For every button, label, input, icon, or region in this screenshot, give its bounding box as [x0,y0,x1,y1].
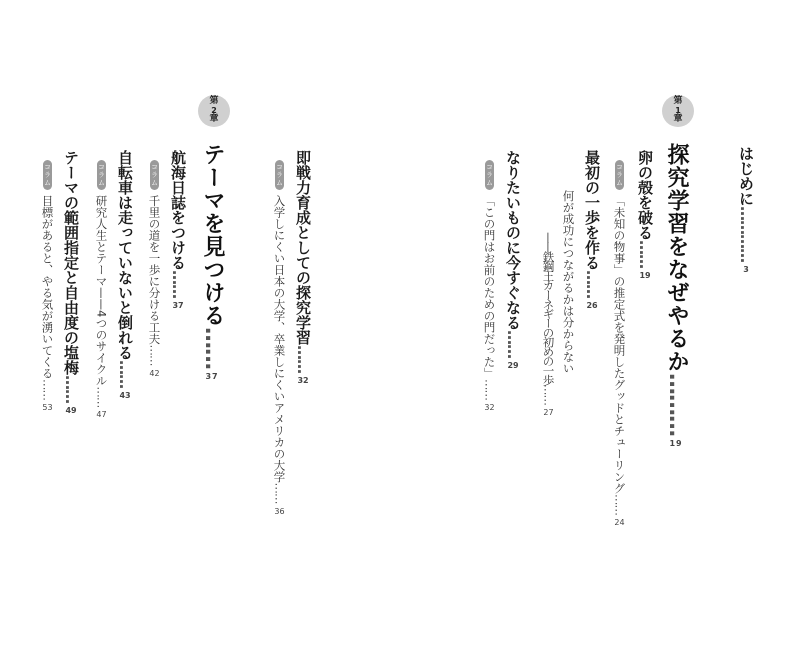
page-number: 47 [96,410,107,420]
badge-bottom: 章 [673,114,683,125]
leader-dots: …… [541,384,556,405]
section-title: 航海日誌をつける [169,150,187,270]
column-text: 千里の道を一歩に分ける工夫 [147,195,162,345]
page-number: 19 [669,439,683,448]
chapter-title: 探究学習をなぜやるか [664,143,689,373]
leader-dots: …… [294,345,312,373]
page-number: 53 [42,403,53,412]
page-number: 19 [639,271,651,280]
page-number: 42 [149,368,160,378]
badge-num: 1 [675,105,681,115]
badge-bottom: 章 [209,114,219,125]
page-number: 32 [297,376,309,385]
leader-dots: …… [116,360,134,388]
column-text: 研究人生とテーマ——4つのサイクル [94,195,109,387]
column-entry[interactable] [95,160,107,419]
subsection-text: 何が成功につながるかは分からない [561,190,576,374]
section-entry[interactable] [637,150,652,280]
column-badge: コラム [97,160,106,190]
column-entry[interactable] [483,160,495,412]
leader-dots: …… [147,344,162,366]
page-number: 32 [484,403,495,412]
column-badge: コラム [485,160,494,190]
page-number: 37 [172,301,184,310]
leader-dots: …… [169,270,187,298]
leader-dots: ……… [664,373,689,436]
section-entry[interactable] [505,150,520,370]
leader-dots: ………… [737,206,755,262]
leader-dots: …… [62,375,80,403]
section-entry[interactable] [117,150,132,400]
column-entry[interactable] [41,160,53,412]
page-number: 3 [743,265,749,274]
chapter-2-title-entry[interactable] [201,143,223,381]
section-title: 即戦力育成としての探究学習 [294,150,312,345]
section-title: 最初の一歩を作る [583,150,601,270]
page-number: 27 [543,408,554,417]
column-badge: コラム [150,160,159,190]
leader-dots: …… [504,330,522,358]
section-title: なりたいものに今すぐなる [504,150,522,330]
column-text: 入学しにくい日本の大学、卒業しにくいアメリカの大学 [272,195,287,483]
column-text: 目標があると、やる気が湧いてくる [40,195,55,379]
preface-title: はじめに [737,146,755,206]
chapter-1-title-entry[interactable] [665,143,687,448]
column-entry[interactable] [273,160,285,516]
leader-dots: …… [272,482,287,504]
page-number: 26 [586,301,598,310]
page-number: 43 [119,391,131,400]
badge-top: 第 [673,96,683,107]
chapter-1-badge [662,95,694,127]
chapter-2-badge [198,95,230,127]
page-number: 29 [507,361,519,370]
column-entry[interactable] [148,160,160,378]
section-entry[interactable] [170,150,185,310]
section-title: 卵の殻を破る [636,150,654,240]
column-badge: コラム [275,160,284,190]
column-badge: コラム [615,160,624,190]
section-entry[interactable] [295,150,310,385]
column-entry[interactable] [613,160,625,527]
section-title: 自転車は走っていないと倒れる [116,150,134,360]
leader-dots: …… [94,386,109,408]
leader-dots: …… [583,270,601,298]
subsection-text: ——鉄鋼王カーネギーの初めの一歩 [541,232,556,384]
section-entry[interactable] [584,150,599,310]
leader-dots: …… [200,327,225,369]
page-number: 37 [205,372,219,381]
page-number: 36 [274,506,285,516]
chapter-title: テーマを見つける [200,143,225,327]
page-number: 24 [614,518,625,527]
leader-dots: …… [636,240,654,268]
badge-top: 第 [209,96,219,107]
leader-dots: …… [612,494,627,515]
column-text: 「未知の物事」の推定式を発明したグッドとチューリング [612,195,627,494]
section-title: テーマの範囲指定と自由度の塩梅 [62,150,80,375]
subsection-entry[interactable] [542,232,554,417]
badge-num: 2 [211,105,217,115]
section-entry[interactable] [63,150,78,415]
leader-dots: …… [482,379,497,400]
column-text: 「この門はお前のための門だった」 [482,195,497,379]
subsection-entry[interactable] [562,190,574,374]
page-number: 49 [65,406,77,415]
preface-entry[interactable] [738,146,753,274]
column-badge: コラム [43,160,52,190]
leader-dots: …… [40,379,55,400]
